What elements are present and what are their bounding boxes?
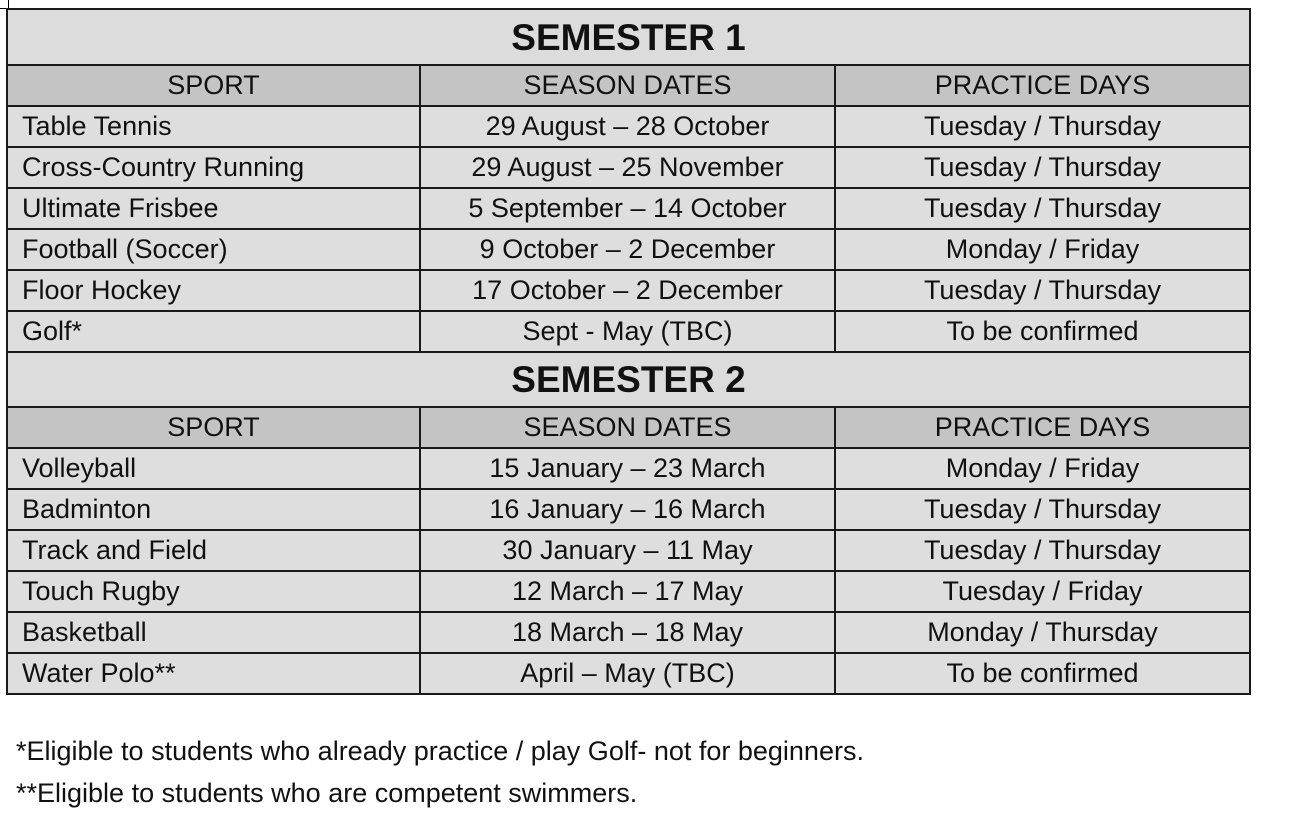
- sport-cell: Track and Field: [7, 530, 420, 571]
- practice-days-cell: Tuesday / Thursday: [835, 188, 1250, 229]
- practice-days-cell: To be confirmed: [835, 653, 1250, 694]
- table-row: [7, 448, 1250, 489]
- sport-cell: Football (Soccer): [7, 229, 420, 270]
- season-dates-cell: 5 September – 14 October: [420, 188, 835, 229]
- season-dates-cell: 29 August – 28 October: [420, 106, 835, 147]
- table-row: [7, 571, 1250, 612]
- table-row: [7, 653, 1250, 694]
- sport-cell: Floor Hockey: [7, 270, 420, 311]
- header-practice-days: PRACTICE DAYS: [835, 65, 1250, 106]
- table-row: [7, 229, 1250, 270]
- season-dates-cell: 30 January – 11 May: [420, 530, 835, 571]
- semester-title-row: [7, 352, 1250, 407]
- header-practice-days: PRACTICE DAYS: [835, 407, 1250, 448]
- semester-title-row: [7, 9, 1250, 65]
- practice-days-cell: Tuesday / Thursday: [835, 530, 1250, 571]
- column-header-row: [7, 65, 1250, 106]
- column-header-row: [7, 407, 1250, 448]
- sport-cell: Touch Rugby: [7, 571, 420, 612]
- table-row: [7, 188, 1250, 229]
- practice-days-cell: To be confirmed: [835, 311, 1250, 352]
- semester-title: SEMESTER 2: [7, 352, 1250, 407]
- practice-days-cell: Monday / Thursday: [835, 612, 1250, 653]
- table-row: [7, 147, 1250, 188]
- table-row: [7, 311, 1250, 352]
- practice-days-cell: Tuesday / Thursday: [835, 106, 1250, 147]
- season-dates-cell: 17 October – 2 December: [420, 270, 835, 311]
- season-dates-cell: April – May (TBC): [420, 653, 835, 694]
- table-row: [7, 530, 1250, 571]
- sport-cell: Ultimate Frisbee: [7, 188, 420, 229]
- header-sport: SPORT: [7, 65, 420, 106]
- season-dates-cell: 16 January – 16 March: [420, 489, 835, 530]
- season-dates-cell: 18 March – 18 May: [420, 612, 835, 653]
- sports-schedule-table: [6, 8, 1251, 695]
- footnotes: [16, 730, 864, 814]
- practice-days-cell: Tuesday / Friday: [835, 571, 1250, 612]
- sport-cell: Volleyball: [7, 448, 420, 489]
- season-dates-cell: 29 August – 25 November: [420, 147, 835, 188]
- season-dates-cell: 15 January – 23 March: [420, 448, 835, 489]
- footnote-golf: *Eligible to students who already practice / play Golf- not for beginners.: [16, 736, 864, 766]
- table-row: [7, 489, 1250, 530]
- header-season-dates: SEASON DATES: [420, 65, 835, 106]
- header-season-dates: SEASON DATES: [420, 407, 835, 448]
- header-sport: SPORT: [7, 407, 420, 448]
- practice-days-cell: Monday / Friday: [835, 448, 1250, 489]
- sport-cell: Cross-Country Running: [7, 147, 420, 188]
- table-row: [7, 612, 1250, 653]
- sport-cell: Basketball: [7, 612, 420, 653]
- sport-cell: Badminton: [7, 489, 420, 530]
- semester-title: SEMESTER 1: [7, 9, 1250, 65]
- practice-days-cell: Monday / Friday: [835, 229, 1250, 270]
- table-row: [7, 270, 1250, 311]
- practice-days-cell: Tuesday / Thursday: [835, 270, 1250, 311]
- sport-cell: Table Tennis: [7, 106, 420, 147]
- practice-days-cell: Tuesday / Thursday: [835, 489, 1250, 530]
- season-dates-cell: Sept - May (TBC): [420, 311, 835, 352]
- sport-cell: Golf*: [7, 311, 420, 352]
- season-dates-cell: 12 March – 17 May: [420, 571, 835, 612]
- table-row: [7, 106, 1250, 147]
- footnote-water-polo: **Eligible to students who are competent swimmers.: [16, 778, 638, 808]
- practice-days-cell: Tuesday / Thursday: [835, 147, 1250, 188]
- season-dates-cell: 9 October – 2 December: [420, 229, 835, 270]
- sport-cell: Water Polo**: [7, 653, 420, 694]
- table-body: [7, 9, 1250, 694]
